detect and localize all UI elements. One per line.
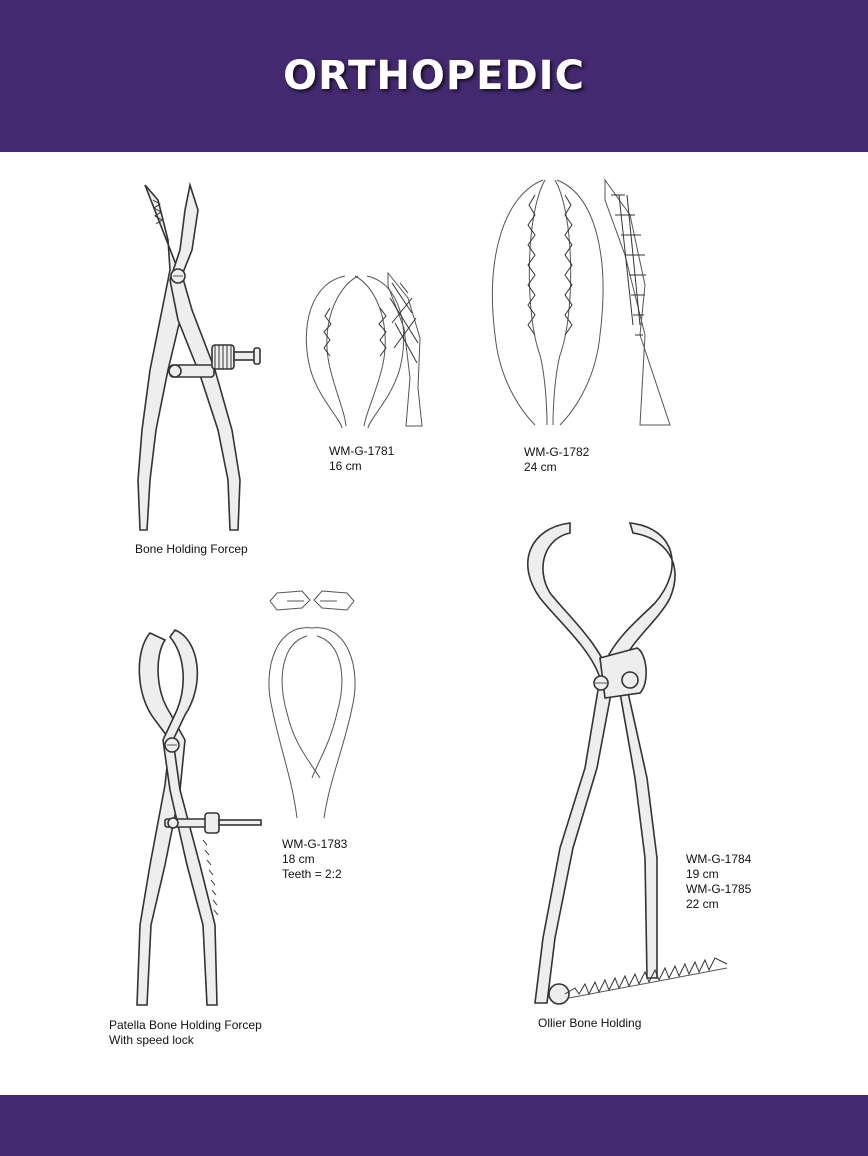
- wm-g-1784-1785-label: [686, 852, 751, 912]
- wm-g-1782-code: WM-G-1782: [524, 445, 590, 459]
- wm-g-1783-teeth: Teeth = 2:2: [282, 867, 342, 881]
- wm-g-1781-code: WM-G-1781: [329, 444, 395, 458]
- patella-forcep-name: Patella Bone Holding Forcep: [109, 1018, 262, 1032]
- wm-g-1784-size: 19 cm: [686, 867, 719, 881]
- bone-holding-forcep-name: Bone Holding Forcep: [135, 542, 248, 556]
- ollier-bone-holding-name: Ollier Bone Holding: [538, 1016, 642, 1030]
- patella-forcep-image: [125, 625, 285, 1015]
- footer-banner: [0, 1095, 868, 1156]
- wm-g-1781-image: [300, 268, 440, 433]
- wm-g-1785-size: 22 cm: [686, 897, 719, 911]
- wm-g-1783-size: 18 cm: [282, 852, 315, 866]
- wm-g-1781-label: [329, 444, 394, 474]
- patella-forcep-label: [109, 1018, 262, 1048]
- wm-g-1781-size: 16 cm: [329, 459, 362, 473]
- ollier-bone-holding-label: [538, 1016, 641, 1031]
- patella-forcep-subtitle: With speed lock: [109, 1033, 194, 1047]
- wm-g-1782-image: [485, 175, 675, 435]
- wm-g-1785-code: WM-G-1785: [686, 882, 752, 896]
- bone-holding-forcep-label: [135, 542, 248, 557]
- wm-g-1783-code: WM-G-1783: [282, 837, 348, 851]
- ollier-bone-holding-image: [515, 518, 735, 1013]
- header-banner: [0, 0, 868, 152]
- bone-holding-forcep-image: [120, 180, 270, 540]
- wm-g-1782-label: [524, 445, 589, 475]
- page-title: ORTHOPEDIC: [283, 53, 585, 99]
- wm-g-1783-label: [282, 837, 347, 882]
- wm-g-1784-code: WM-G-1784: [686, 852, 752, 866]
- wm-g-1782-size: 24 cm: [524, 460, 557, 474]
